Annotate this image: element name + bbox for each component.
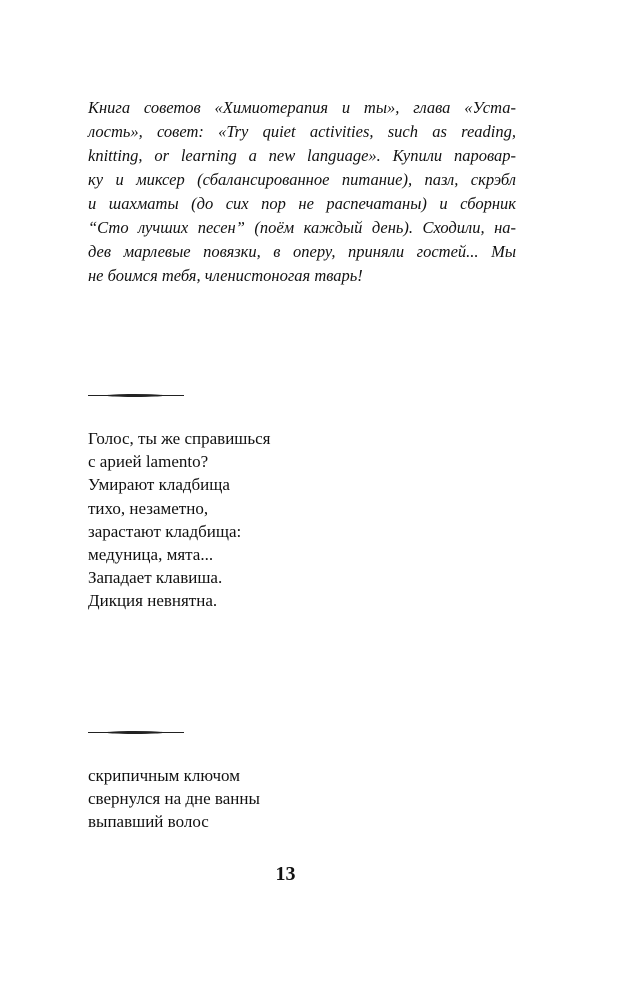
poem-line: зарастают кладбища: xyxy=(88,521,242,541)
prose-paragraph xyxy=(88,96,516,288)
poem-line: свернулся на дне ванны xyxy=(88,789,260,809)
prose-line: knitting, or learning a new language». Купили паровар- xyxy=(88,146,516,165)
poem-line: Дикция невнятна. xyxy=(88,591,218,611)
haiku xyxy=(88,764,260,834)
poem-stanza xyxy=(88,427,271,613)
prose-line: не боимся тебя, членистоногая тварь! xyxy=(88,266,363,285)
poem-line: Западает клавиша. xyxy=(88,568,223,588)
prose-line: ку и миксер (сбалансированное питание), пазл, скрэбл xyxy=(88,170,516,189)
prose-line: лость», совет: «Try quiet activities, such as reading, xyxy=(88,122,516,141)
poem-line: медуница, мята... xyxy=(88,545,214,565)
poem-line: с арией lamento? xyxy=(88,452,209,472)
poem-line: тихо, незаметно, xyxy=(88,498,209,518)
poem-line: Умирают кладбища xyxy=(88,475,230,495)
prose-line: и шахматы (до сих пор не распечатаны) и сборник xyxy=(88,194,516,213)
section-divider xyxy=(88,395,184,396)
poem-line: выпавший волос xyxy=(88,812,209,832)
poem-line: Голос, ты же справишься xyxy=(88,429,271,448)
page-number: 13 xyxy=(275,863,296,885)
prose-line: “Сто лучших песен” (поём каждый день). Сходили, на- xyxy=(88,218,516,237)
section-divider xyxy=(88,732,184,733)
poem-line: скрипичным ключом xyxy=(88,766,240,785)
prose-line: дев марлевые повязки, в оперу, приняли гостей... Мы xyxy=(88,242,516,261)
prose-line: Книга советов «Химиотерапия и ты», глава «Уста- xyxy=(88,98,516,117)
